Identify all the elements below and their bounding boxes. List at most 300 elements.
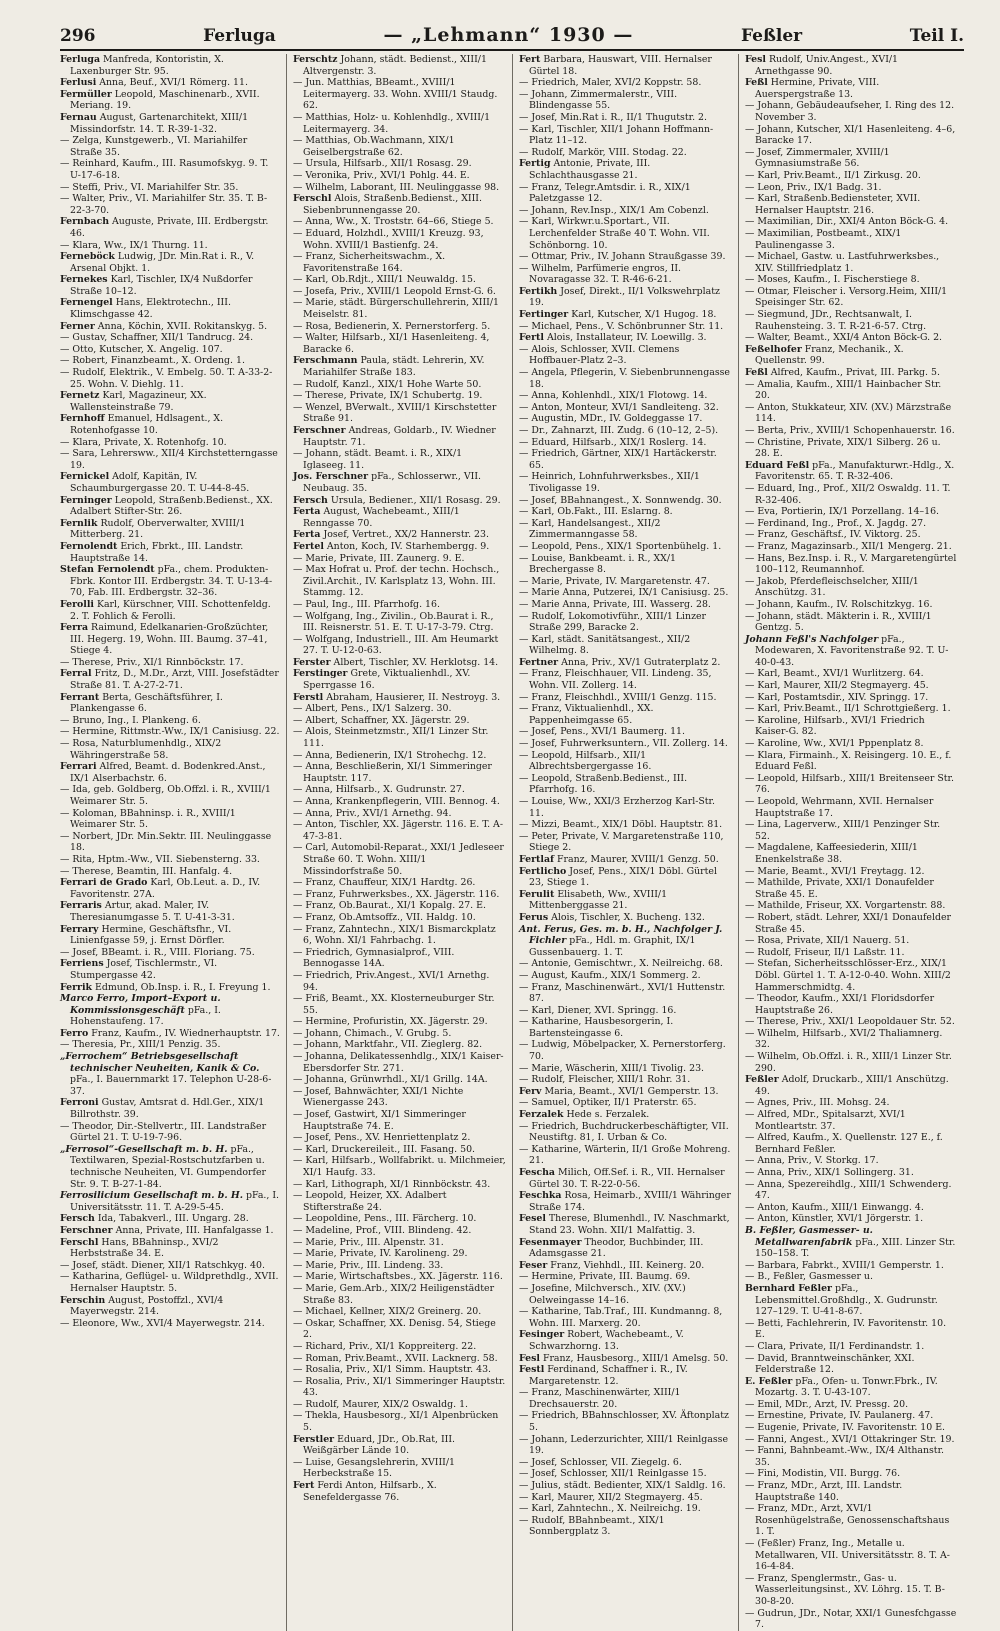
directory-entry <box>293 947 506 970</box>
entry-details: — Franz, Zahntechn., XIX/1 Bismarckplatz 6, Wohn. XI/1 Fahrbachg. 1. <box>293 923 496 947</box>
directory-entry <box>293 784 506 796</box>
directory-entry <box>293 1283 506 1306</box>
entry-surname: Ferriens <box>60 958 104 970</box>
entry-details: — Johann, städt. Mäkterin i. R., XVIII/1 Gentzg. 5. <box>745 610 932 634</box>
directory-entry <box>293 1179 506 1191</box>
directory-entry <box>745 147 958 170</box>
directory-entry <box>745 518 958 530</box>
directory-entry <box>519 866 732 889</box>
entry-details: — Rudolf, Friseur, II/1 Laßstr. 11. <box>745 946 905 958</box>
entry-details: August, Postoffzl., XVI/4 Mayerwegstr. 214. <box>70 1294 224 1318</box>
directory-entry <box>60 321 280 333</box>
entry-details: Berta, Geschäftsführer, I. Plankengasse 6. <box>70 691 223 715</box>
entry-details: — August, Kaufm., XIX/1 Sommerg. 2. <box>519 969 701 981</box>
directory-entry <box>519 437 732 449</box>
directory-entry <box>519 367 732 390</box>
entry-details: — Franz, Sicherheitswachm., X. Favoritenstraße 164. <box>293 251 446 274</box>
entry-details: — Karoline, Ww., XVI/1 Pppenplatz 8. <box>745 738 924 750</box>
entry-surname: Johann Feßl's Nachfolger <box>745 633 879 645</box>
entry-details: pFa., XIII. Linzer Str. 150–158. T. <box>755 1236 956 1260</box>
entry-details: — Walter, Hilfsarb., XI/1 Hasenleiteng. 4, Baracke 6. <box>293 332 490 355</box>
entry-details: — Friedrich, Buchdruckerbeschäftigter, VII. Neustiftg. 81, I. Urban & Co. <box>519 1120 729 1144</box>
directory-entry <box>519 726 732 738</box>
directory-entry <box>60 182 280 194</box>
entry-details: — Reinhard, Kaufm., III. Rasumofskyg. 9. T. U-17-6-18. <box>60 158 269 181</box>
entry-details: — Mathilde, Friseur, XX. Vorgartenstr. 88. <box>745 900 946 912</box>
directory-entry <box>745 1503 958 1538</box>
entry-details: — Johann, städt. Beamt. i. R., XIX/1 Iglaseeg. 11. <box>293 448 463 471</box>
entry-surname: Fesenmayer <box>519 1236 582 1248</box>
directory-entry <box>745 553 958 576</box>
entry-details: — Anna, Ww., X. Troststr. 64–66, Stiege 5. <box>293 216 494 228</box>
entry-details: Hans, BBahninsp., XVI/2 Herbststraße 34. E. <box>70 1236 219 1260</box>
entry-details: — Josef, Min.Rat i. R., II/1 Thugutstr. 2. <box>519 111 707 123</box>
entry-details: — Anna, Priv., XVI/1 Arnethg. 94. <box>293 807 452 819</box>
entry-surname: Fescha <box>519 1167 555 1178</box>
entry-surname: Ferschmann <box>293 355 358 367</box>
directory-entry <box>293 1399 506 1411</box>
entry-details: — Josef, Bahnwächter, XXI/1 Nichte Wienergasse 243. <box>293 1085 464 1109</box>
entry-details: Hans, Elektrotechn., III. Klimschgasse 42. <box>70 297 231 321</box>
entry-details: — Emil, MDr., Arzt, IV. Pressg. 20. <box>745 1398 909 1410</box>
directory-entry <box>745 1016 958 1028</box>
directory-entry <box>60 54 280 77</box>
entry-details: — (Feßler) Franz, Ing., Metalle u. Metallwaren, VII. Universitätsstr. 8. T. A-16-4-84. <box>745 1538 950 1573</box>
entry-surname: Fertlaf <box>519 853 555 865</box>
entry-details: — Katharine, Tab.Traf., III. Kundmanng. 8, Wohn. III. Marxerg. 20. <box>519 1306 723 1329</box>
directory-entry <box>519 205 732 217</box>
directory-entry <box>293 1353 506 1365</box>
entry-details: — Ida, geb. Goldberg, Ob.Offzl. i. R., XVIII/1 Weimarer Str. 5. <box>60 784 271 807</box>
entry-surname: Fernau <box>60 111 97 123</box>
entry-details: — Carl, Automobil-Reparat., XXI/1 Jedleseer Straße 60. T. Wohn. XIII/1 Missindorfstraße 50. <box>293 842 504 877</box>
entry-details: — Klara, Ww., IX/1 Thurng. 11. <box>60 239 208 251</box>
directory-entry <box>745 692 958 704</box>
entry-details: — Paul, Ing., III. Pfarrhofg. 16. <box>293 598 440 610</box>
entry-surname: Ferraris <box>60 900 102 912</box>
page-number: 296 <box>60 26 96 46</box>
directory-entry <box>519 1364 732 1387</box>
directory-entry <box>293 1132 506 1144</box>
directory-entry <box>293 1410 506 1433</box>
directory-columns <box>60 54 964 1631</box>
entry-surname: Fernickel <box>60 471 110 483</box>
entry-details: — Josefine, Milchversch., XIV. (XV.) Oelweingasse 14–16. <box>519 1282 686 1306</box>
directory-entry <box>745 367 958 379</box>
directory-entry <box>60 564 280 599</box>
directory-entry <box>519 1387 732 1410</box>
entry-details: — Karl, Diener, XVI. Springg. 16. <box>519 1004 677 1016</box>
entry-details: — Otmar, Fleischer i. Versorg.Heim, XIII/1 Speisinger Str. 62. <box>745 285 948 309</box>
entry-details: — Anna, Kohlenhdl., XIX/1 Flotowg. 14. <box>519 390 708 402</box>
entry-surname: Ferrari de Grado <box>60 877 148 889</box>
entry-details: — Leopold, Hilfsarb., XIII/1 Breitenseer Str. 76. <box>745 772 954 796</box>
entry-details: — Angela, Pflegerin, V. Siebenbrunnengasse 18. <box>519 367 730 390</box>
entry-details: — Rudolf, Markör, VIII. Stodag. 22. <box>519 146 687 158</box>
entry-surname: Fertl <box>519 332 544 344</box>
entry-details: — Anton, Künstler, XVI/1 Jörgerstr. 1. <box>745 1213 924 1225</box>
entry-details: — Leopold, Hilfsarb., XII/1 Albrechtsbergergasse 16. <box>519 749 652 773</box>
entry-details: — Marie, Priv., III. Alpenstr. 31. <box>293 1236 444 1248</box>
entry-surname: E. Feßler <box>745 1375 793 1387</box>
entry-surname: Ferschtz <box>293 54 338 65</box>
entry-details: — Luise, Gesangslehrerin, XVIII/1 Herbeckstraße 15. <box>293 1456 455 1480</box>
entry-details: — Alfred, Kaufm., X. Quellenstr. 127 E., f. Bernhard Feßler. <box>745 1132 943 1155</box>
directory-entry <box>293 112 506 135</box>
entry-details: — Mizzi, Beamt., XIX/1 Döbl. Hauptstr. 81. <box>519 819 723 831</box>
directory-entry <box>60 831 280 854</box>
directory-entry <box>519 1503 732 1515</box>
directory-entry <box>60 1213 280 1225</box>
entry-details: — Marie, Private, III. Zaunerg. 9. E. <box>293 552 465 564</box>
directory-entry <box>745 1260 958 1272</box>
entry-details: — Karl, Hilfsarb., Wollfabrikt. u. Milchmeier, XI/1 Haufg. 33. <box>293 1155 506 1178</box>
entry-details: Franz, Viehhdl., III. Keinerg. 20. <box>550 1259 705 1271</box>
directory-entry <box>293 193 506 216</box>
entry-details: Franz, Maurer, XVIII/1 Genzg. 50. <box>557 853 719 865</box>
column-4 <box>738 54 964 1631</box>
entry-surname: B. Feßler, Gasmesser- u. Metallwarenfabrik <box>745 1224 873 1248</box>
entry-details: — Stefan, Sicherheitsschlösser-Erz., XIX/1 Döbl. Gürtel 1. T. A-12-0-40. Wohn. XIII/2 Hammerschmidtg. 4. <box>745 958 951 993</box>
directory-entry <box>519 1306 732 1329</box>
entry-surname: Ferta <box>293 529 321 541</box>
entry-details: Rudolf, Oberverwalter, XVIII/1 Mitterberg. 21. <box>70 517 246 541</box>
directory-entry <box>60 1028 280 1040</box>
directory-entry <box>745 460 958 483</box>
entry-details: — Hermine, Rittmstr.-Ww., IX/1 Canisiusg. 22. <box>60 726 280 738</box>
directory-entry <box>745 576 958 599</box>
directory-entry <box>60 240 280 252</box>
entry-details: — Johann, Lederzurichter, XIII/1 Reinlgasse 19. <box>519 1433 728 1457</box>
entry-details: — Rosalia, Priv., XI/1 Simm. Hauptstr. 43. <box>293 1364 492 1376</box>
entry-details: Ferdi Anton, Hilfsarb., X. Senefeldergasse 76. <box>303 1480 437 1503</box>
entry-details: Anna, Beuf., XVI/1 Römerg. 11. <box>99 77 248 89</box>
entry-details: — Therese, Beamtin, III. Hanfalg. 4. <box>60 865 233 877</box>
entry-details: — Clara, Private, II/1 Ferdinandstr. 1. <box>745 1340 925 1352</box>
entry-surname: Ferstinger <box>293 668 348 680</box>
directory-entry <box>519 413 732 425</box>
directory-entry <box>519 495 732 507</box>
entry-details: — Johann, Chimach., V. Grubg. 5. <box>293 1027 452 1039</box>
entry-details: Anna, Köchin, XVII. Rokitanskyg. 5. <box>97 320 268 332</box>
entry-details: — Anton, Tischler, XX. Jägerstr. 116. E. T. A-47-3-81. <box>293 819 503 842</box>
entry-details: — Josef, Schlosser, VII. Ziegelg. 6. <box>519 1456 682 1468</box>
entry-details: — Karl, Handelsangest., XII/2 Zimmermanngasse 58. <box>519 517 661 541</box>
entry-details: — Julius, städt. Bedienter, XIX/1 Saldlg. 16. <box>519 1480 726 1492</box>
directory-entry <box>519 158 732 181</box>
directory-entry <box>745 1155 958 1167</box>
entry-details: — Friedrich, Maler, XVI/2 Koppstr. 58. <box>519 77 702 89</box>
directory-entry <box>60 668 280 691</box>
entry-surname: Ferster <box>293 656 331 668</box>
entry-details: — Franz, Ob.Baurat., XI/1 Kopalg. 27. E. <box>293 900 486 912</box>
entry-details: — Mathilde, Private, XXI/1 Donaufelder Straße 45. E. <box>745 877 934 900</box>
directory-entry <box>745 1097 958 1109</box>
entry-surname: Fersch <box>60 1213 95 1225</box>
directory-entry <box>745 506 958 518</box>
entry-details: — Louise, Bankbeamt. i. R., XX/1 Brechergasse 8. <box>519 552 676 576</box>
entry-surname: Ferlusi <box>60 77 97 89</box>
entry-details: — Moses, Kaufm., I. Fischerstiege 8. <box>745 274 920 286</box>
directory-entry <box>745 599 958 611</box>
entry-details: — Rudolf, Elektrik., V. Embelg. 50. T. A-33-2-25. Wohn. V. Diehlg. 11. <box>60 367 273 390</box>
directory-entry <box>745 1271 958 1283</box>
entry-details: pFa., Lebensmittel.Großhdlg., X. Gudrunstr. 127–129. T. U-41-8-67. <box>755 1282 938 1318</box>
entry-details: — Leon, Priv., IX/1 Badg. 31. <box>745 181 882 193</box>
entry-details: — Jun. Matthias, BBeamt., XVIII/1 Leitermayerg. 33. Wohn. XVIII/1 Staudg. 62. <box>293 77 498 112</box>
directory-entry <box>519 1074 732 1086</box>
entry-surname: Ferulit <box>519 888 555 900</box>
entry-surname: Fermüller <box>60 88 112 100</box>
entry-details: — Franz, Maschinenwärt., XVI/1 Huttenstr. 87. <box>519 981 726 1005</box>
entry-surname: Festl <box>519 1364 545 1376</box>
entry-details: Rosa, Heimarb., XVIII/1 Währinger Straße 174. <box>529 1190 731 1213</box>
directory-entry <box>293 1213 506 1225</box>
directory-entry <box>293 634 506 657</box>
directory-entry <box>293 1190 506 1213</box>
entry-details: — Norbert, JDr. Min.Sektr. III. Neulinggasse 18. <box>60 830 272 854</box>
directory-entry <box>745 1179 958 1202</box>
directory-entry <box>745 796 958 819</box>
entry-details: Leopold, Straßenb.Bedienst., XX. Adalbert Stifter-Str. 26. <box>70 494 273 518</box>
entry-details: pFa., Ofen- u. Tonwr.Fbrk., IV. Mozartg. 3. T. U-43-107. <box>755 1375 938 1399</box>
entry-details: — B., Feßler, Gasmesser u. <box>745 1271 873 1283</box>
entry-surname: Fert <box>519 54 541 65</box>
directory-entry <box>519 1086 732 1098</box>
entry-details: pFa., Schlosserwr., VII. Neubaug. 35. <box>303 471 482 494</box>
entry-details: — Michael, Gastw. u. Lastfuhrwerksbes., XIV. Stillfriedplatz 1. <box>745 251 940 274</box>
entry-details: Karl, Kutscher, X/1 Hugog. 18. <box>571 309 717 321</box>
entry-details: Eduard, JDr., Ob.Rat, III. Weißgärber Lände 10. <box>303 1433 456 1457</box>
entry-details: — Josef, Fuhrwerksuntern., VII. Zollerg. 14. <box>519 738 728 750</box>
entry-details: — Alfred, MDr., Spitalsarzt, XVI/1 Montleartstr. 37. <box>745 1109 906 1132</box>
directory-entry <box>60 1225 280 1237</box>
directory-entry <box>293 1457 506 1480</box>
directory-entry <box>745 750 958 773</box>
entry-surname: Feßelhofer <box>745 343 802 355</box>
entry-surname: Ferolli <box>60 598 94 610</box>
directory-entry <box>519 321 732 333</box>
entry-details: — Wilhelm, Parfümerie engros, II. Novaragasse 32. T. R-46-6-21. <box>519 262 682 286</box>
entry-details: Antonie, Private, III. Schlachthausgasse 21. <box>529 158 651 181</box>
directory-entry <box>60 112 280 135</box>
entry-details: Franz, Hausbesorg., XIII/1 Amelsg. 50. <box>542 1352 729 1364</box>
entry-details: — Johann, Kaufm., IV. Rolschitzkyg. 16. <box>745 598 933 610</box>
directory-entry <box>745 332 958 344</box>
directory-entry <box>745 1213 958 1225</box>
entry-details: — Fanni, Bahnbeamt.-Ww., IX/4 Althanstr. 35. <box>745 1445 945 1468</box>
entry-details: Josef, Direkt., II/1 Volkswehrplatz 19. <box>529 285 720 309</box>
entry-details: — Karl, Postamtsdir., XIV. Springg. 17. <box>745 691 929 703</box>
entry-details: — Friß, Beamt., XX. Klosterneuburger Str. 55. <box>293 993 495 1016</box>
entry-details: — Wenzel, BVerwalt., XVIII/1 Kirschstetter Straße 91. <box>293 401 497 425</box>
directory-entry <box>519 668 732 691</box>
directory-entry <box>293 135 506 158</box>
directory-entry <box>745 668 958 680</box>
entry-details: — Wolfgang, Ing., Zivilin., Ob.Baurat i. R., III. Reisnerstr. 51. E. T. U-17-3-79. Ctrg. <box>293 610 494 634</box>
entry-details: — Hans, Bez.Insp. i. R., V. Margaretengürtel 100–112, Reumannhof. <box>745 552 957 576</box>
entry-details: — Samuel, Optiker, II/1 Praterstr. 65. <box>519 1097 697 1109</box>
directory-entry <box>519 1271 732 1283</box>
page-title: — „Lehmann“ 1930 — <box>383 24 634 46</box>
directory-entry <box>745 1202 958 1214</box>
directory-entry <box>519 112 732 124</box>
directory-entry <box>519 309 732 321</box>
directory-entry <box>293 553 506 565</box>
entry-details: — Katharine, Hausbesorgerin, I. Bartensteingasse 6. <box>519 1016 674 1039</box>
directory-entry <box>60 924 280 947</box>
directory-entry <box>293 529 506 541</box>
entry-details: — Anna, Spezereihdlg., XIII/1 Schwenderg. 47. <box>745 1178 952 1202</box>
directory-entry <box>293 1155 506 1178</box>
entry-surname: Fernekes <box>60 274 108 286</box>
directory-entry <box>745 866 958 878</box>
entry-details: — Anna, Priv., V. Storkg. 17. <box>745 1155 879 1167</box>
entry-details: pFa., Hdl. m. Graphit, IX/1 Gussenbauerg. 1. T. <box>529 935 696 958</box>
entry-details: — Josef, Gastwirt, XI/1 Simmeringer Hauptstraße 74. E. <box>293 1109 466 1132</box>
directory-entry <box>293 657 506 669</box>
directory-entry <box>60 1144 280 1190</box>
right-keyword: Feßler <box>741 26 803 46</box>
directory-entry <box>60 657 280 669</box>
entry-details: — Karl, Lithograph, XI/1 Rinnböckstr. 43. <box>293 1178 491 1190</box>
entry-details: — Gudrun, JDr., Notar, XXI/1 Gunesfchgasse 7. <box>745 1607 957 1631</box>
directory-entry <box>745 1468 958 1480</box>
directory-entry <box>293 1016 506 1028</box>
directory-entry <box>60 1271 280 1294</box>
directory-entry <box>519 1237 732 1260</box>
directory-entry <box>60 866 280 878</box>
entry-details: — Leopoldine, Pens., III. Färcherg. 10. <box>293 1213 477 1225</box>
entry-details: — Wilhelm, Ob.Offzl. i. R., XIII/1 Linzer Str. 290. <box>745 1051 952 1074</box>
directory-entry <box>745 877 958 900</box>
entry-surname: Fernhoff <box>60 413 105 425</box>
directory-entry <box>60 715 280 727</box>
entry-details: Raimund, Edelkanarien-Großzüchter, III. Hegerg. 19, Wohn. III. Baumg. 37–41, Stiege 4. <box>70 622 269 657</box>
entry-details: — Johann, Kutscher, XI/1 Hasenleiteng. 4–6, Baracke 17. <box>745 123 956 147</box>
directory-entry <box>293 1341 506 1353</box>
entry-details: — Ferdinand, Ing., Prof., X. Jagdg. 27. <box>745 517 927 529</box>
directory-entry <box>519 819 732 831</box>
directory-entry <box>293 796 506 808</box>
entry-surname: Fernolendt <box>60 540 118 552</box>
entry-details: — Klara, Private, X. Rotenhofg. 10. <box>60 436 227 448</box>
directory-entry <box>293 1260 506 1272</box>
entry-details: Abraham, Hausierer, II. Nestroyg. 3. <box>326 691 501 703</box>
directory-entry <box>293 541 506 553</box>
directory-entry <box>293 692 506 704</box>
directory-entry <box>60 958 280 981</box>
entry-details: — Karl, Beamt., XVI/1 Wurlitzerg. 64. <box>745 668 924 680</box>
directory-entry <box>519 89 732 112</box>
directory-entry <box>60 877 280 900</box>
entry-details: Ida, Tabakverl., III. Ungarg. 28. <box>97 1213 249 1225</box>
directory-entry <box>293 1376 506 1399</box>
entry-details: — Rudolf, Fleischer, XIII/1 Rohr. 31. <box>519 1074 691 1086</box>
directory-entry <box>745 1341 958 1353</box>
directory-entry <box>745 1109 958 1132</box>
directory-entry <box>293 379 506 391</box>
entry-details: Alois, Installateur, IV. Loewillg. 3. <box>546 332 707 344</box>
entry-details: Robert, Wachebeamt., V. Schwarzhorng. 13. <box>529 1329 684 1352</box>
directory-entry <box>60 1237 280 1260</box>
entry-details: — Johann, Marktfahr., VII. Zieglerg. 82. <box>293 1039 483 1051</box>
entry-details: — Rosa, Naturblumenhdlg., XIX/2 Währingerstraße 58. <box>60 738 222 761</box>
entry-details: — Michael, Pens., V. Schönbrunner Str. 11. <box>519 320 724 332</box>
directory-entry <box>519 611 732 634</box>
entry-details: Franz, Kaufm., IV. Wiednerhauptstr. 17. <box>91 1027 280 1039</box>
entry-surname: Ferv <box>519 1085 542 1097</box>
entry-surname: Fertner <box>519 656 559 668</box>
entry-details: — Marie, städt. Bürgerschullehrerin, XIII/1 Meiselstr. 81. <box>293 297 500 321</box>
entry-details: — Agnes, Priv., III. Mohsg. 24. <box>745 1097 890 1109</box>
entry-surname: Ferstler <box>293 1433 335 1445</box>
directory-entry <box>519 471 732 494</box>
entry-details: — Franz, Ob.Amtsoffz., VII. Haldg. 10. <box>293 911 476 923</box>
entry-details: Alois, Straßenb.Bedienst., XIII. Siebenbrunnengasse 20. <box>303 193 482 216</box>
directory-entry <box>519 1434 732 1457</box>
entry-details: Josef, Tischlermstr., VI. Stumpergasse 42. <box>70 958 218 981</box>
entry-details: — Oskar, Schaffner, XX. Denisg. 54, Stiege 2. <box>293 1317 496 1341</box>
directory-entry <box>293 715 506 727</box>
directory-entry <box>60 355 280 367</box>
entry-details: August, Gartenarchitekt, XIII/1 Missindorfstr. 14. T. R-39-1-32. <box>70 111 249 135</box>
entry-details: — Betti, Fachlehrerin, IV. Favoritenstr. 10. E. <box>745 1317 947 1341</box>
directory-entry <box>293 1434 506 1457</box>
directory-entry <box>745 1422 958 1434</box>
directory-entry <box>519 541 732 553</box>
entry-details: Alfred, Kaufm., Privat, III. Parkg. 5. <box>770 367 940 379</box>
directory-entry <box>60 297 280 320</box>
directory-entry <box>60 599 280 622</box>
directory-entry <box>60 993 280 1028</box>
entry-details: — Augustin, MDr., IV. Goldeggasse 17. <box>519 413 703 425</box>
entry-surname: Fernbach <box>60 216 110 228</box>
directory-entry <box>60 390 280 413</box>
entry-details: — Jakob, Pferdefleischselcher, XIII/1 Anschützg. 31. <box>745 575 919 599</box>
entry-details: — Anna, Krankenpflegerin, VIII. Bennog. 4. <box>293 796 500 807</box>
entry-surname: Ferschin <box>60 1294 106 1306</box>
directory-entry <box>60 193 280 216</box>
entry-details: — Antonie, Gemischtwr., X. Neilreichg. 68. <box>519 958 723 970</box>
entry-details: — Marie, Gem.Arb., XIX/2 Heiligenstädter Straße 83. <box>293 1282 495 1306</box>
directory-entry <box>519 982 732 1005</box>
entry-details: — Franz, Fleischhdl., XVIII/1 Genzg. 115. <box>519 691 717 703</box>
directory-entry <box>519 402 732 414</box>
entry-surname: Feßl <box>745 77 768 89</box>
directory-entry <box>293 402 506 425</box>
directory-entry <box>519 1213 732 1236</box>
entry-surname: Ferner <box>60 320 95 332</box>
entry-details: — Marie, Wäscherin, XIII/1 Tivolig. 23. <box>519 1062 705 1074</box>
directory-entry <box>293 993 506 1016</box>
directory-entry <box>745 738 958 750</box>
directory-entry <box>293 1144 506 1156</box>
entry-details: Albert, Tischler, XV. Herklotsg. 14. <box>333 656 499 668</box>
directory-entry <box>293 1086 506 1109</box>
entry-surname: Fernlik <box>60 517 98 529</box>
entry-details: — Katharine, Wärterin, II/1 Große Mohreng. 21. <box>519 1143 731 1167</box>
entry-surname: Fesl <box>745 54 766 65</box>
entry-details: — Gustav, Schaffner, XII/1 Tandrucg. 24. <box>60 332 254 344</box>
entry-surname: Fesl <box>519 1352 540 1364</box>
entry-details: — Steffi, Priv., VI. Mariahilfer Str. 35. <box>60 181 239 193</box>
directory-entry <box>293 471 506 494</box>
entry-details: — Theresia, Pr., XIII/1 Penzig. 35. <box>60 1039 221 1051</box>
entry-details: — Thekla, Hausbesorg., XI/1 Alpenbrücken 5. <box>293 1410 499 1434</box>
directory-entry <box>519 750 732 773</box>
directory-entry <box>60 982 280 994</box>
